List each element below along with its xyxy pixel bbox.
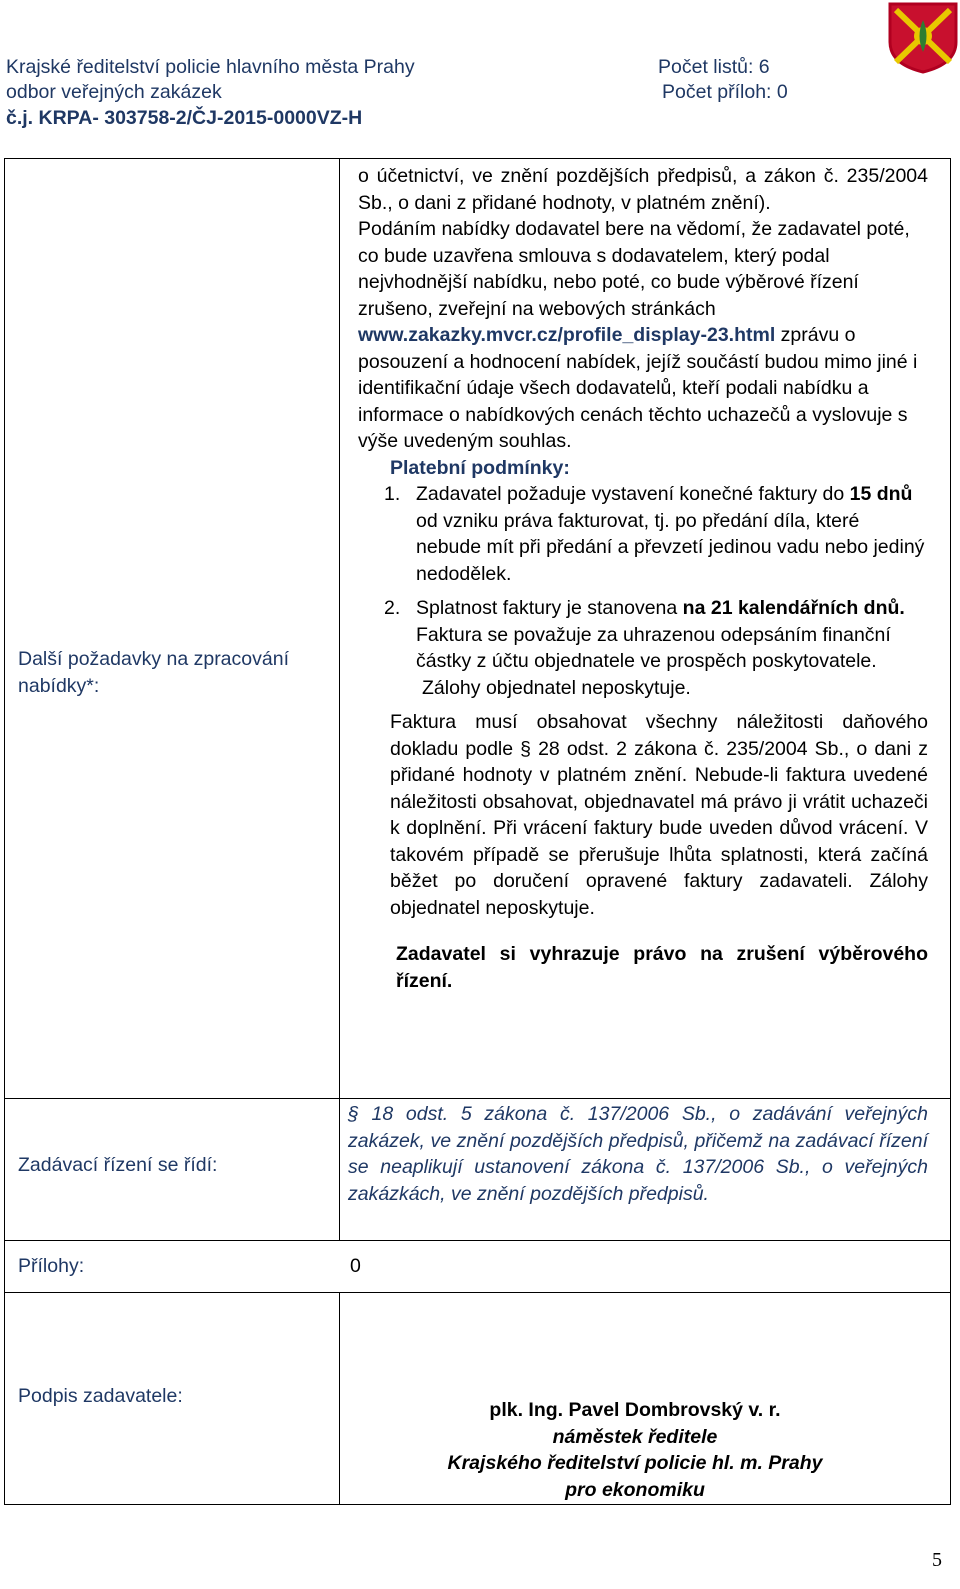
attachments-cell: [5, 1241, 951, 1293]
signatory-title-2: Krajského ředitelství policie hl. m. Prahy: [447, 1452, 823, 1474]
procedure-label-cell: [5, 1099, 340, 1241]
requirements-content: [358, 163, 928, 994]
procedure-text: § 18 odst. 5 zákona č. 137/2006 Sb., o zadávání veřejných zakázek, ve znění pozdějších předpisů, přičemž na zadávací řízení se neaplikují ustanovení zákona č. 137/2006 Sb., o veřejných zakázkách, ve znění pozdějších předpisů.: [348, 1103, 928, 1205]
payment-item-1-text: Zadavatel požaduje vystavení konečné faktury do 15 dnů od vzniku práva fakturovat, tj. po předání díla, které nebude mít při předání a převzetí jedinou vadu nebo jediný nedodělek.: [416, 483, 925, 585]
payment-item-2-number: 2.: [384, 597, 401, 619]
cancellation-paragraph: Zadavatel si vyhrazuje právo na zrušení výběrového řízení.: [396, 943, 928, 992]
attachments-row: [5, 1241, 951, 1293]
procedure-label: Zadávací řízení se řídí:: [18, 1154, 218, 1176]
payment-item-2: [358, 595, 928, 701]
payment-item-1-number: 1.: [384, 483, 401, 505]
payment-conditions-heading: Platební podmínky:: [390, 456, 570, 479]
consent-text-b: zprávu o posouzení a hodnocení nabídek, jejíž součástí budou mimo jiné i identifikační údaje všech dodavatelů, kteří podali nabídku a informace o nabídkových cenách těchto uchazečů a vyslovuje s výše uvedeným souhlas.: [358, 324, 918, 452]
invoice-requirements-paragraph: Faktura musí obsahovat všechny náležitosti daňového dokladu podle § 28 odst. 2 zákona č. 235/2004 Sb., o dani z přidané hodnoty v platném znění. Nebude-li faktura uvedené náležitosti obsahovat, objednavatel má právo ji vrátit uchazeči k doplnění. Při vrácení faktury bude uveden důvod vrácení. V takovém případě se přerušuje lhůta splatnosti, která začíná běžet po doručení opravené faktury zadavateli. Zálohy objednatel neposkytuje.: [390, 711, 928, 919]
signature-label: Podpis zadavatele:: [18, 1385, 183, 1407]
reference-number: č.j. KRPA- 303758-2/ČJ-2015-0000VZ-H: [6, 107, 363, 129]
signature-label-cell: [5, 1293, 340, 1505]
signatory-title-1: náměstek ředitele: [552, 1425, 718, 1448]
continued-paragraph: o účetnictví, ve znění pozdějších předpisů, a zákon č. 235/2004 Sb., o dani z přidané hodnoty, v platném znění).: [358, 165, 928, 214]
requirements-label-cell: [5, 159, 340, 1099]
consent-paragraph: [358, 216, 928, 455]
police-emblem-logo: [888, 2, 958, 74]
sheet-count: Počet listů: 6: [658, 56, 770, 78]
consent-text-a: Podáním nabídky dodavatel bere na vědomí, že zadavatel poté, co bude uzavřena smlouva s dodavatelem, který podal nejvhodnější nabídku, nebo poté, co bude výběrové řízení zrušeno, zveřejní na webových stránkách: [358, 218, 910, 320]
signatory-block: [400, 1397, 870, 1503]
org-name: Krajské ředitelství policie hlavního města Prahy: [6, 56, 415, 78]
signatory-name: plk. Ing. Pavel Dombrovský v. r.: [489, 1399, 781, 1421]
profile-link[interactable]: www.zakazky.mvcr.cz/profile_display-23.html: [358, 324, 776, 346]
payment-item-2-text: Splatnost faktury je stanovena na 21 kalendářních dnů. Faktura se považuje za uhrazenou odepsáním finanční částky z účtu objednatele ve prospěch poskytovatele. Zálohy objednatel neposkytuje.: [416, 597, 905, 699]
form-table: [4, 158, 951, 1505]
signature-row: [5, 1293, 951, 1505]
page-number: 5: [932, 1549, 942, 1571]
signatory-title-3: pro ekonomiku: [565, 1478, 705, 1501]
payment-item-1: [358, 481, 928, 587]
requirements-label: Další požadavky na zpracování nabídky*:: [18, 648, 289, 697]
org-department: odbor veřejných zakázek: [6, 81, 222, 103]
requirements-row: [5, 159, 951, 1099]
requirements-value-cell: [340, 159, 951, 1099]
signature-value-cell: [340, 1293, 951, 1505]
attachment-count: Počet příloh: 0: [662, 81, 788, 103]
attachments-label: Přílohy:: [18, 1255, 85, 1277]
procedure-value-cell: [340, 1099, 951, 1241]
attachments-value: 0: [350, 1255, 361, 1277]
procedure-row: [5, 1099, 951, 1241]
